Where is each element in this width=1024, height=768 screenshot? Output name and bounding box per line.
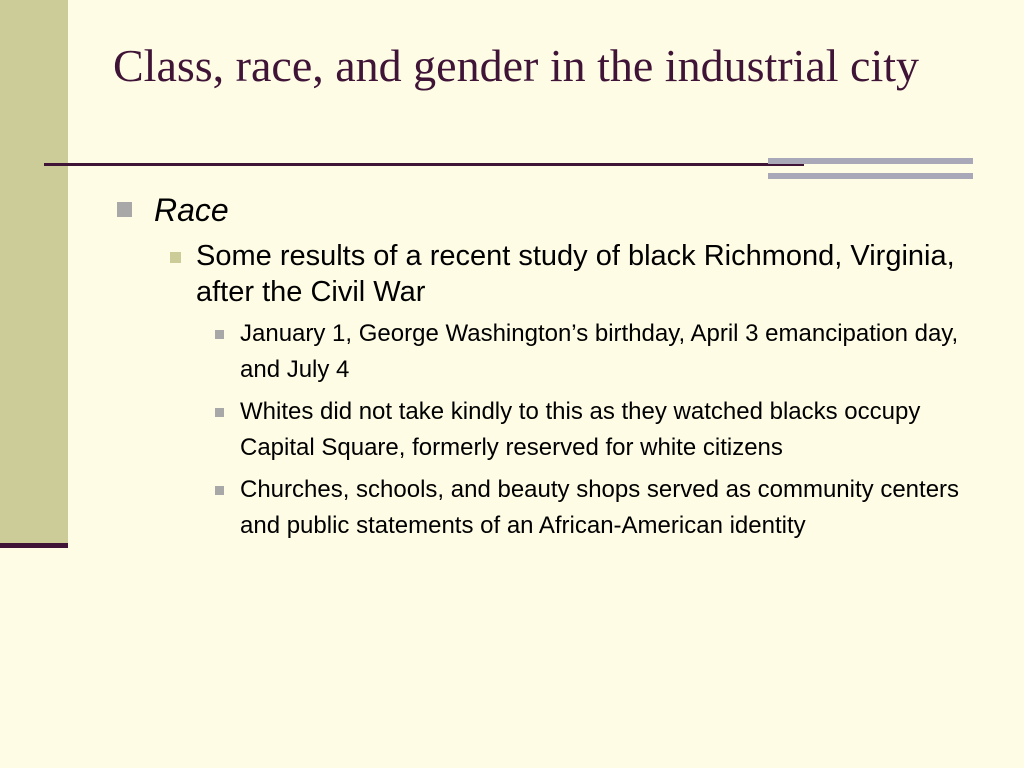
square-bullet-icon — [170, 252, 181, 263]
decorative-bar-bottom — [768, 173, 973, 179]
bullet-level3 — [200, 394, 964, 466]
bullet-text: Race — [154, 192, 229, 228]
square-bullet-icon — [215, 330, 224, 339]
bullet-level3 — [200, 472, 964, 544]
title-divider — [44, 163, 804, 166]
bullet-text: Whites did not take kindly to this as they watched blacks occupy Capital Square, formerly reserved for white citizens — [240, 398, 921, 461]
bullet-level1 — [114, 190, 974, 230]
square-bullet-icon — [215, 486, 224, 495]
slide-title: Class, race, and gender in the industrial city — [113, 40, 920, 91]
left-accent-band — [0, 0, 68, 543]
decorative-bar-top — [768, 158, 973, 164]
square-bullet-icon — [117, 202, 132, 217]
bullet-level3 — [200, 316, 964, 388]
left-accent-underline — [0, 543, 68, 548]
bullet-text: Churches, schools, and beauty shops served as community centers and public statements of an African-American identity — [240, 476, 960, 539]
bullet-text: January 1, George Washington’s birthday, April 3 emancipation day, and July 4 — [240, 320, 959, 383]
square-bullet-icon — [215, 408, 224, 417]
slide-body — [114, 190, 974, 550]
bullet-level2 — [156, 238, 974, 310]
bullet-text: Some results of a recent study of black Richmond, Virginia, after the Civil War — [196, 240, 955, 308]
